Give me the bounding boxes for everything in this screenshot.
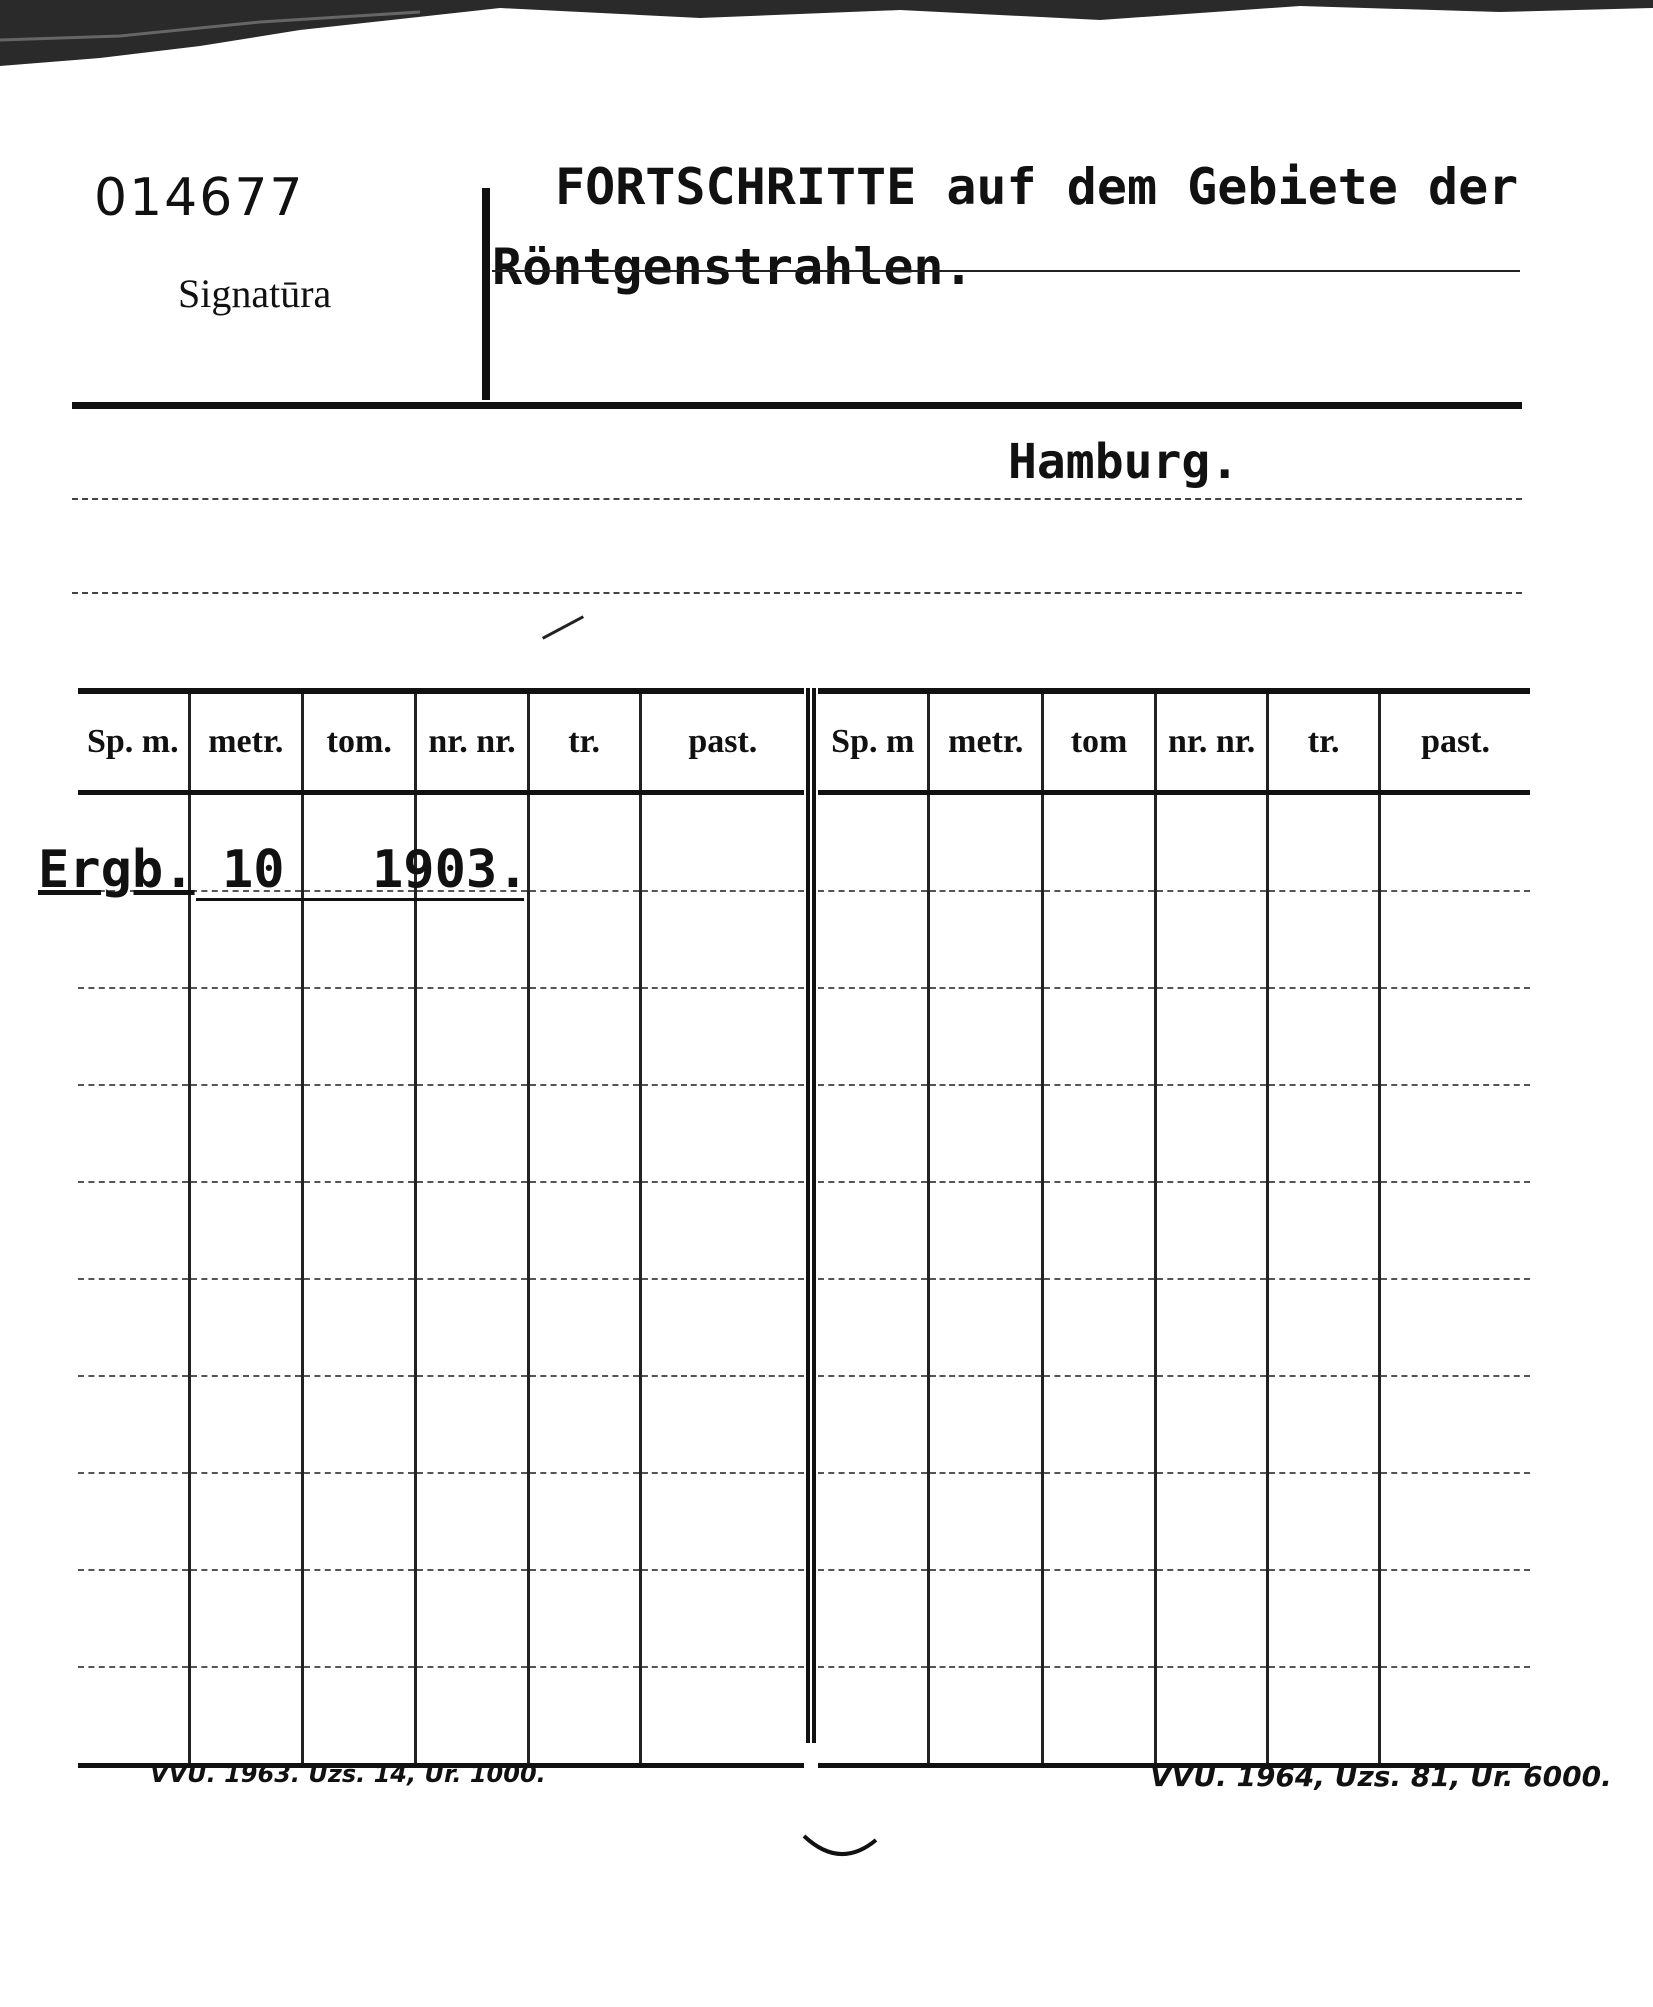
catalog-number: 014677	[94, 168, 305, 228]
table-cell	[78, 1473, 189, 1570]
table-cell	[189, 988, 303, 1085]
table-cell	[1380, 1473, 1530, 1570]
table-cell	[640, 1182, 804, 1279]
table-cell	[1155, 891, 1267, 988]
table-cell	[78, 1376, 189, 1473]
table-cell	[818, 1376, 929, 1473]
col-header-tr: tr.	[1268, 691, 1380, 793]
table-cell	[1043, 793, 1156, 892]
table-cell	[528, 1473, 640, 1570]
table-cell	[1043, 1570, 1156, 1667]
table-cell	[78, 891, 189, 988]
table-cell	[929, 1570, 1043, 1667]
table-cell	[640, 1667, 804, 1766]
col-header-sp-m: Sp. m	[818, 691, 929, 793]
table-row	[818, 891, 1530, 988]
table-cell	[1155, 1667, 1267, 1766]
table-cell	[1380, 1279, 1530, 1376]
table-cell	[818, 1473, 929, 1570]
table-cell	[189, 1279, 303, 1376]
table-cell	[416, 988, 528, 1085]
table-cell	[189, 1085, 303, 1182]
table-cell	[1380, 1376, 1530, 1473]
table-cell	[640, 793, 804, 892]
table-cell	[640, 988, 804, 1085]
table-cell	[78, 1085, 189, 1182]
table-cell	[1380, 988, 1530, 1085]
table-cell	[640, 891, 804, 988]
table-row	[818, 1182, 1530, 1279]
table-row	[78, 1570, 804, 1667]
stamp-note-right: VVU. 1964, Uzs. 81, Ur. 6000.	[1150, 1760, 1612, 1793]
table-cell	[1380, 891, 1530, 988]
table-cell	[1268, 1279, 1380, 1376]
table-cell	[78, 1570, 189, 1667]
punch-hole-mark	[800, 1830, 880, 1870]
table-cell	[78, 988, 189, 1085]
table-cell	[189, 1570, 303, 1667]
table-cell	[303, 1667, 416, 1766]
table-cell	[640, 1279, 804, 1376]
table-cell	[929, 793, 1043, 892]
table-cell	[1268, 1182, 1380, 1279]
table-row	[818, 1473, 1530, 1570]
col-header-past: past.	[1380, 691, 1530, 793]
col-header-past: past.	[640, 691, 804, 793]
table-cell	[640, 1473, 804, 1570]
table-header-row	[78, 691, 804, 793]
table-cell	[1155, 1182, 1267, 1279]
table-row	[78, 891, 804, 988]
table-cell	[1043, 1667, 1156, 1766]
table-cell	[929, 1667, 1043, 1766]
table-cell	[929, 1376, 1043, 1473]
table-row	[78, 1182, 804, 1279]
table-cell	[1155, 1279, 1267, 1376]
table-cell	[303, 1376, 416, 1473]
table-cell	[818, 1279, 929, 1376]
table-cell	[1155, 988, 1267, 1085]
table-row	[818, 1085, 1530, 1182]
table-cell	[416, 1473, 528, 1570]
title-underline	[492, 270, 1520, 272]
table-cell	[416, 1279, 528, 1376]
table-cell	[416, 1085, 528, 1182]
col-header-tom: tom.	[303, 691, 416, 793]
table-cell	[1043, 1279, 1156, 1376]
table-cell	[303, 891, 416, 988]
table-cell	[303, 1473, 416, 1570]
table-cell	[528, 1570, 640, 1667]
col-header-tr: tr.	[528, 691, 640, 793]
table-row	[78, 1279, 804, 1376]
table-cell	[640, 1085, 804, 1182]
table-cell	[189, 1182, 303, 1279]
table-row	[818, 988, 1530, 1085]
table-cell	[528, 1182, 640, 1279]
table-cell	[1043, 988, 1156, 1085]
table-row	[78, 1473, 804, 1570]
table-cell	[1268, 1667, 1380, 1766]
table-cell	[78, 1667, 189, 1766]
table-cell	[528, 891, 640, 988]
table-cell	[189, 1376, 303, 1473]
table-cell	[78, 1279, 189, 1376]
table-cell	[818, 1667, 929, 1766]
table-cell	[528, 1667, 640, 1766]
table-cell	[1043, 1182, 1156, 1279]
entry-underline	[308, 898, 524, 901]
table-cell	[929, 1473, 1043, 1570]
table-row	[78, 988, 804, 1085]
table-cell	[416, 1667, 528, 1766]
table-cell	[640, 1570, 804, 1667]
table-cell	[818, 1085, 929, 1182]
table-cell	[818, 891, 929, 988]
table-cell	[303, 1182, 416, 1279]
table-cell	[929, 1279, 1043, 1376]
table-cell	[189, 1667, 303, 1766]
table-cell	[1380, 793, 1530, 892]
table-cell	[818, 988, 929, 1085]
col-header-tom: tom	[1043, 691, 1156, 793]
table-cell	[1268, 1085, 1380, 1182]
table-cell	[1380, 1667, 1530, 1766]
table-cell	[1268, 793, 1380, 892]
header-rule	[72, 402, 1522, 409]
table-cell	[528, 793, 640, 892]
place-of-publication: Hamburg.	[1008, 434, 1240, 490]
table-cell	[818, 1570, 929, 1667]
table-row	[78, 1085, 804, 1182]
torn-edge	[0, 0, 1653, 70]
table-row	[818, 1570, 1530, 1667]
table-cell	[528, 988, 640, 1085]
signature-label: Signatūra	[178, 271, 332, 316]
blank-line-1	[72, 498, 1522, 500]
table-cell	[1268, 988, 1380, 1085]
table-cell	[303, 988, 416, 1085]
table-cell	[303, 1279, 416, 1376]
col-header-metr: metr.	[929, 691, 1043, 793]
table-cell	[1043, 891, 1156, 988]
entry-supplement: Ergb.	[38, 840, 195, 900]
table-row	[818, 793, 1530, 892]
table-cell	[1268, 1570, 1380, 1667]
header-divider	[482, 188, 490, 400]
table-cell	[1268, 1376, 1380, 1473]
col-header-sp-m: Sp. m.	[78, 691, 189, 793]
title-line-2: Röntgenstrahlen.	[492, 238, 974, 296]
table-cell	[1268, 891, 1380, 988]
table-cell	[1155, 1473, 1267, 1570]
table-cell	[78, 1182, 189, 1279]
table-cell	[818, 1182, 929, 1279]
table-cell	[303, 1085, 416, 1182]
col-header-metr: metr.	[189, 691, 303, 793]
table-cell	[1380, 1570, 1530, 1667]
table-cell	[1043, 1085, 1156, 1182]
col-header-nr-nr: nr. nr.	[416, 691, 528, 793]
table-cell	[929, 1085, 1043, 1182]
table-cell	[1043, 1473, 1156, 1570]
title-line-1: FORTSCHRITTE auf dem Gebiete der	[555, 158, 1519, 216]
table-cell	[929, 1182, 1043, 1279]
entry-underline	[196, 898, 308, 901]
table-cell	[189, 1473, 303, 1570]
table-cell	[416, 891, 528, 988]
entry-year: 1903.	[372, 840, 529, 900]
table-cell	[416, 1570, 528, 1667]
stamp-note-left: VVU. 1963. Uzs. 14, Ur. 1000.	[150, 1760, 546, 1788]
entry-volume: 10	[222, 840, 285, 900]
table-row	[818, 1376, 1530, 1473]
blank-line-2	[72, 592, 1522, 594]
table-cell	[1155, 1085, 1267, 1182]
table-cell	[528, 1279, 640, 1376]
table-cell	[818, 793, 929, 892]
table-cell	[303, 1570, 416, 1667]
table-cell	[1380, 1085, 1530, 1182]
table-row	[818, 1667, 1530, 1766]
table-cell	[1155, 1376, 1267, 1473]
table-center-divider	[806, 688, 816, 1743]
table-header-row	[818, 691, 1530, 793]
table-cell	[929, 988, 1043, 1085]
table-cell	[1155, 793, 1267, 892]
table-cell	[1268, 1473, 1380, 1570]
table-cell	[416, 1376, 528, 1473]
table-cell	[416, 1182, 528, 1279]
table-cell	[528, 1085, 640, 1182]
table-row	[78, 1376, 804, 1473]
table-cell	[929, 891, 1043, 988]
col-header-nr-nr: nr. nr.	[1155, 691, 1267, 793]
table-cell	[1155, 1570, 1267, 1667]
table-cell	[528, 1376, 640, 1473]
table-row	[78, 1667, 804, 1766]
table-cell	[1380, 1182, 1530, 1279]
pen-stroke	[542, 615, 584, 639]
table-row	[818, 1279, 1530, 1376]
table-cell	[189, 891, 303, 988]
table-cell	[640, 1376, 804, 1473]
holdings-table-right	[818, 688, 1530, 1768]
table-cell	[1043, 1376, 1156, 1473]
